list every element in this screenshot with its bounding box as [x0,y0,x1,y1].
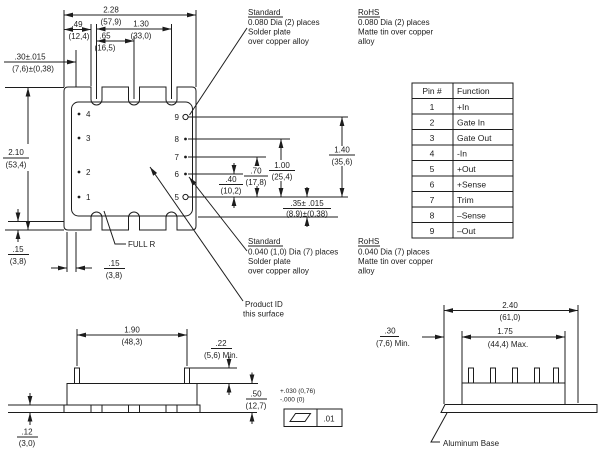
svg-text:Solder plate: Solder plate [248,27,291,37]
svg-text:2.40: 2.40 [502,301,518,310]
pin-table-header-function: Function [457,86,490,96]
svg-text:2.10: 2.10 [8,148,24,157]
svg-text:0.080 Dia (2) places: 0.080 Dia (2) places [358,18,430,27]
svg-text:5: 5 [429,164,435,174]
svg-text:(48,3): (48,3) [121,337,143,347]
svg-text:2.28: 2.28 [103,5,119,15]
svg-text:(10,2): (10,2) [220,186,242,196]
pin-label-9: 9 [174,113,179,122]
pin-label-2: 2 [86,168,91,177]
svg-text:.35± .015: .35± .015 [290,199,324,208]
svg-text:Matte tin over copper: Matte tin over copper [358,257,434,266]
svg-text:0.040 Dia (7) places: 0.040 Dia (7) places [358,247,430,257]
svg-text:(12,7): (12,7) [245,401,267,411]
height-tolerance-plus: +.030 (0,76) [280,388,316,395]
svg-text:(12,4): (12,4) [68,32,90,41]
svg-text:1.30: 1.30 [133,19,149,29]
svg-text:.12: .12 [21,427,33,437]
svg-text:(57,9): (57,9) [100,17,122,27]
svg-text:+In: +In [457,102,470,112]
svg-text:(44,4) Max.: (44,4) Max. [487,340,529,349]
svg-text:1.00: 1.00 [274,161,290,170]
svg-text:.40: .40 [225,175,237,184]
pin-label-7: 7 [174,153,179,162]
svg-text:Solder plate: Solder plate [248,257,291,266]
svg-text:alloy: alloy [358,266,375,276]
svg-text:.15: .15 [108,259,120,268]
svg-text:Matte tin over copper: Matte tin over copper [358,27,434,37]
svg-text:(8,9)±(0,38): (8,9)±(0,38) [286,209,328,219]
svg-text:+Sense: +Sense [457,179,487,190]
svg-text:+Out: +Out [457,164,476,174]
pin-label-1: 1 [86,193,91,202]
svg-text:–Sense: –Sense [457,210,486,221]
svg-text:3: 3 [429,133,435,143]
svg-text:(7,6)±(0,38): (7,6)±(0,38) [12,64,54,74]
svg-text:(3,0): (3,0) [18,439,36,448]
svg-text:(35,6): (35,6) [331,157,353,167]
svg-text:(7,6) Min.: (7,6) Min. [376,339,410,348]
pin-label-5: 5 [174,193,179,202]
svg-text:this surface: this surface [243,309,284,319]
height-tolerance-minus: -.000 (0) [280,396,305,404]
rohs-title: RoHS [358,8,380,17]
svg-text:(53,4): (53,4) [5,160,27,170]
svg-text:(16,5): (16,5) [94,43,116,53]
svg-text:.30±.015: .30±.015 [14,52,46,62]
svg-text:over copper alloy: over copper alloy [248,37,309,46]
svg-text:.50: .50 [250,389,262,399]
svg-text:.65: .65 [99,31,111,41]
pin-table-header-pin: Pin # [422,86,442,96]
svg-text:.49: .49 [71,20,83,29]
svg-text:(3,8): (3,8) [9,257,27,266]
svg-text:1.40: 1.40 [334,145,350,155]
svg-text:.22: .22 [215,339,227,348]
svg-text:.15: .15 [12,245,24,254]
svg-text:.30: .30 [384,326,396,336]
pin-label-6: 6 [174,170,179,179]
svg-text:Product ID: Product ID [245,300,283,309]
svg-text:8: 8 [429,210,435,221]
svg-text:1.75: 1.75 [497,327,513,336]
flatness-value: .01 [323,414,335,424]
svg-text:(25,4): (25,4) [271,172,293,182]
svg-text:-In: -In [457,148,467,159]
svg-text:7: 7 [429,195,435,205]
standard-title: Standard [248,8,281,17]
svg-text:(5,6) Min.: (5,6) Min. [204,351,238,360]
svg-text:Gate In: Gate In [457,117,485,128]
svg-text:0.080 Dia (2) places: 0.080 Dia (2) places [248,18,320,27]
svg-text:over copper alloy: over copper alloy [248,266,309,276]
svg-text:Trim: Trim [457,195,474,205]
svg-text:1.90: 1.90 [124,325,140,335]
svg-text:1: 1 [429,102,435,112]
svg-text:alloy: alloy [358,37,375,46]
svg-text:2: 2 [429,117,435,128]
svg-text:9: 9 [429,226,435,236]
svg-text:.70: .70 [250,166,262,176]
svg-text:4: 4 [429,148,435,159]
rohs-title: RoHS [358,237,380,246]
svg-text:–Out: –Out [457,226,476,236]
svg-text:(61,0): (61,0) [499,313,521,322]
pin-label-4: 4 [86,110,91,119]
pin-label-3: 3 [86,134,91,143]
svg-text:6: 6 [429,179,435,190]
svg-text:0.040 (1,0) Dia (7) places: 0.040 (1,0) Dia (7) places [248,247,339,257]
svg-text:(33,0): (33,0) [130,31,152,41]
svg-text:(3,8): (3,8) [105,271,123,280]
svg-text:Gate Out: Gate Out [457,133,492,143]
note-product-id [243,300,284,319]
svg-text:(17,8): (17,8) [245,178,267,187]
pin-label-8: 8 [174,135,179,144]
standard-title: Standard [248,237,281,246]
aluminum-base-label: Aluminum Base [443,439,500,448]
full-radius-label: FULL R [128,240,156,249]
